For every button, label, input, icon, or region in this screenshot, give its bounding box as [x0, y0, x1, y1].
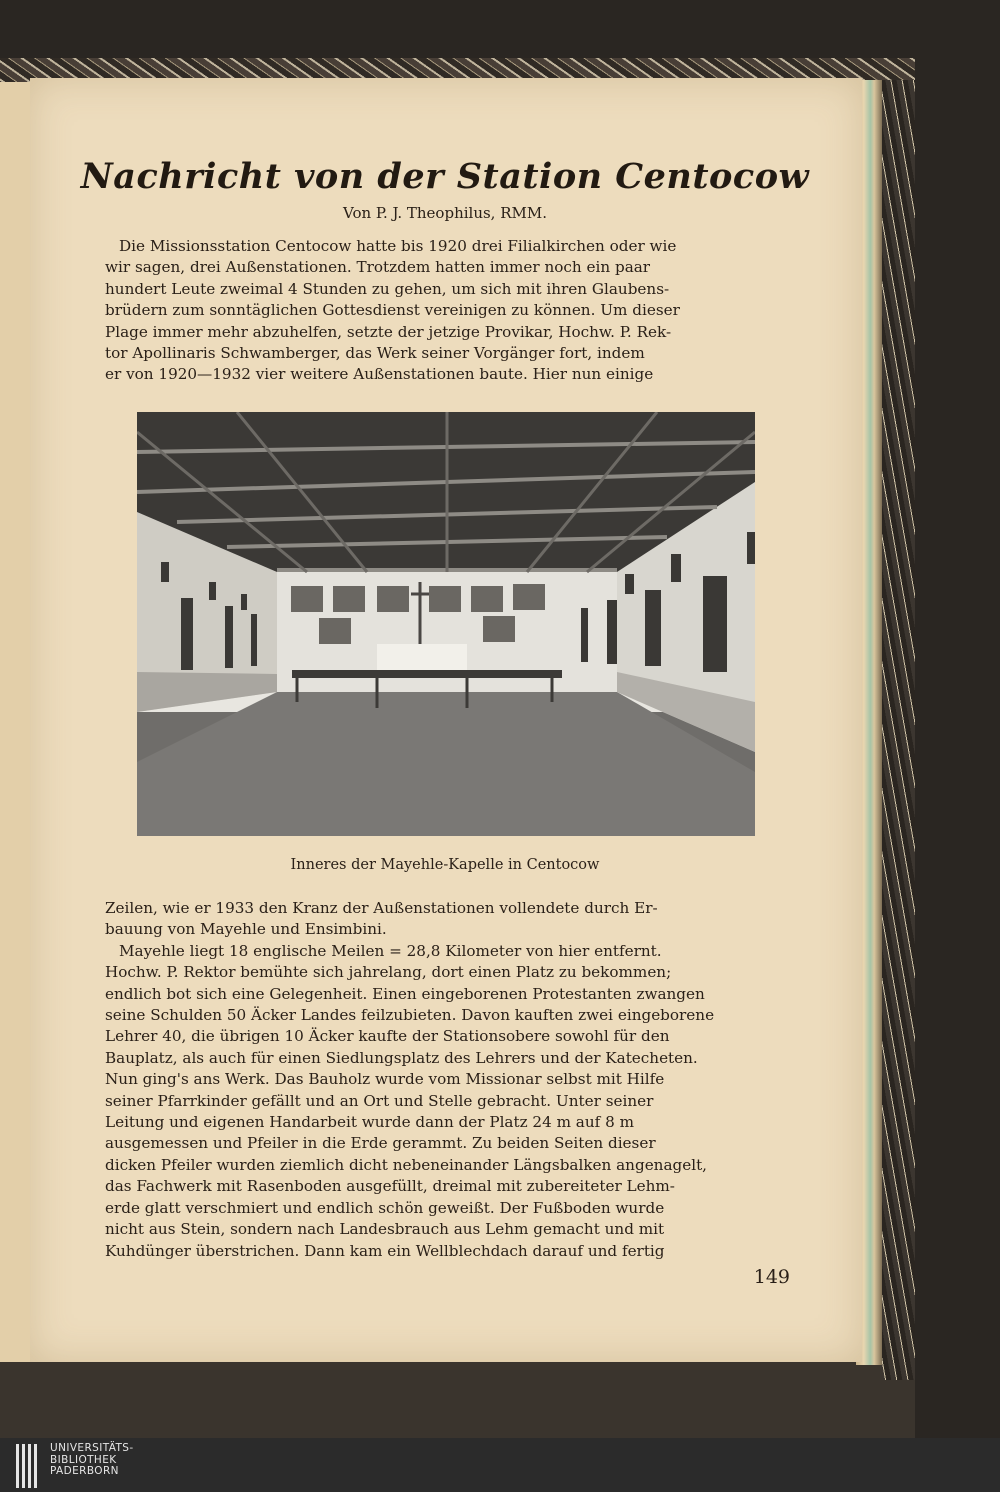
text-line: Die Missionsstation Centocow hatte bis 1920 drei Filialkirchen oder wie	[119, 237, 677, 255]
marbled-cover-right	[880, 80, 915, 1380]
chapel-interior-illustration	[137, 412, 755, 836]
text-line: brüdern zum sonntäglichen Gottesdienst vereinigen zu können. Um dieser	[105, 301, 680, 320]
text-line: erde glatt verschmiert und endlich schön geweißt. Der Fußboden wurde	[105, 1198, 665, 1217]
library-footer-bar	[0, 1438, 1000, 1492]
text-line: Mayehle liegt 18 englische Meilen = 28,8 Kilometer von hier entfernt.	[119, 941, 662, 960]
text-line: tor Apollinaris Schwamberger, das Werk seiner Vorgänger fort, indem	[105, 344, 645, 363]
library-logo-icon	[16, 1444, 40, 1488]
text-line: hundert Leute zweimal 4 Stunden zu gehen, um sich mit ihren Glaubens-	[105, 279, 670, 298]
previous-page-edge	[0, 82, 32, 1362]
text-line: Hochw. P. Rektor bemühte sich jahrelang, dort einen Platz zu bekommen;	[105, 963, 672, 982]
text-line: nicht aus Stein, sondern nach Landesbrauch aus Lehm gemacht und mit	[105, 1220, 665, 1239]
text-line: bauung von Mayehle und Ensimbini.	[105, 920, 387, 939]
intro-paragraph	[105, 236, 785, 386]
article-title: Nachricht von der Station Centocow	[80, 156, 810, 197]
text-line: Leitung und eigenen Handarbeit wurde dann der Platz 24 m auf 8 m	[105, 1113, 634, 1132]
text-line: ausgemessen und Pfeiler in die Erde gerammt. Zu beiden Seiten dieser	[105, 1134, 656, 1153]
text-line: er von 1920—1932 vier weitere Außenstationen baute. Hier nun einige	[105, 365, 654, 384]
library-name-line: PADERBORN	[50, 1465, 119, 1477]
text-line: Nun ging's ans Werk. Das Bauholz wurde vom Missionar selbst mit Hilfe	[105, 1070, 665, 1089]
text-line: Bauplatz, als auch für einen Siedlungsplatz des Lehrers und der Katecheten.	[105, 1048, 698, 1067]
text-line: das Fachwerk mit Rasenboden ausgefüllt, dreimal mit zubereiteter Lehm-	[105, 1177, 675, 1196]
text-line: dicken Pfeiler wurden ziemlich dicht nebeneinander Längsbalken angenagelt,	[105, 1155, 708, 1174]
text-line: seine Schulden 50 Äcker Landes feilzubieten. Davon kauften zwei eingeborene	[105, 1006, 715, 1025]
text-line: seiner Pfarrkinder gefällt und an Ort und Stelle gebracht. Unter seiner	[105, 1091, 654, 1110]
library-name	[50, 1443, 134, 1478]
text-line: wir sagen, drei Außenstationen. Trotzdem hatten immer noch ein paar	[105, 258, 651, 277]
text-line: Kuhdünger überstrichen. Dann kam ein Wellblechdach darauf und fertig	[105, 1241, 665, 1260]
page-number: 149	[753, 1266, 790, 1288]
library-name-line: BIBLIOTHEK	[50, 1453, 117, 1466]
text-line: Lehrer 40, die übrigen 10 Äcker kaufte der Stationsobere sowohl für den	[105, 1027, 670, 1046]
photo-caption: Inneres der Mayehle-Kapelle in Centocow	[290, 857, 600, 873]
text-line: Plage immer mehr abzuhelfen, setzte der jetzige Provikar, Hochw. P. Rek-	[105, 322, 672, 341]
chapel-interior-photo	[137, 412, 755, 836]
text-line: endlich bot sich eine Gelegenheit. Einen eingeborenen Protestanten zwangen	[105, 984, 705, 1003]
text-line: Zeilen, wie er 1933 den Kranz der Außenstationen vollendete durch Er-	[105, 899, 658, 917]
article-byline: Von P. J. Theophilus, RMM.	[343, 204, 547, 222]
library-name-line: UNIVERSITÄTS-	[50, 1442, 134, 1454]
body-paragraph	[105, 898, 785, 1262]
